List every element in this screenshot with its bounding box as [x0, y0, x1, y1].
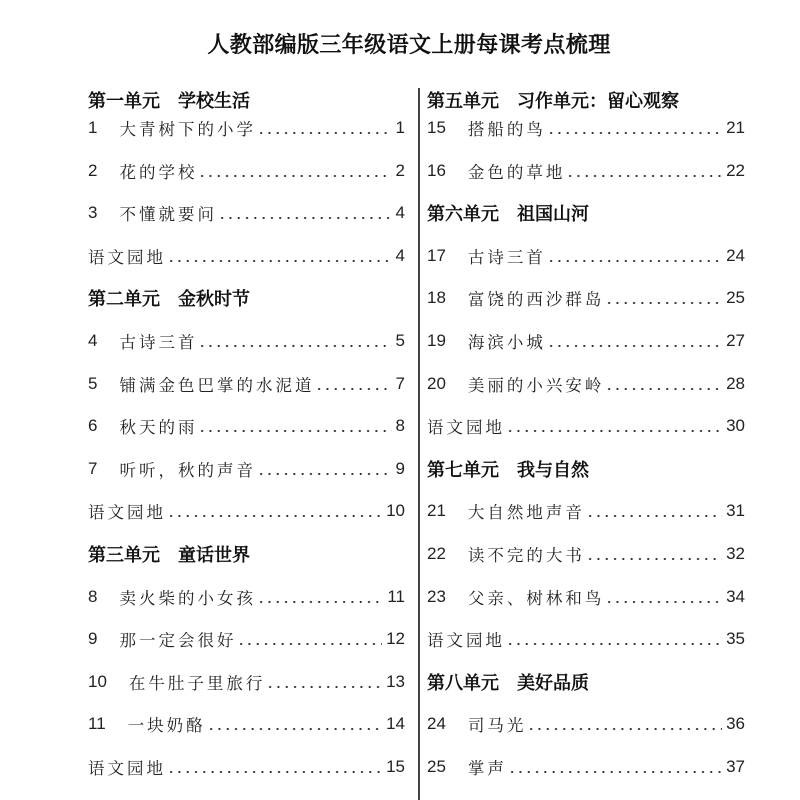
page-number: 13: [386, 671, 405, 691]
page-number: 27: [726, 330, 745, 350]
dot-leader: [237, 642, 382, 646]
dot-leader: [257, 131, 392, 135]
lesson-title: 秋天的雨: [119, 418, 198, 438]
toc-entry: [427, 149, 745, 192]
toc-entry: [88, 575, 405, 618]
toc-entry: [88, 703, 405, 746]
page-title: 人教部编版三年级语文上册每课考点梳理: [207, 32, 611, 58]
page-number: 32: [726, 543, 745, 563]
page-number: 9: [395, 458, 405, 478]
column-right: [427, 79, 745, 789]
toc-entry: [427, 277, 745, 320]
lesson-title: 那一定会很好: [119, 631, 237, 651]
page-number: 7: [395, 373, 405, 393]
page-number: 8: [395, 416, 405, 436]
unit-name: 金秋时节: [178, 289, 250, 311]
toc-entry-review: [88, 746, 405, 789]
page-number: 5: [395, 330, 405, 350]
toc-entry: [88, 192, 405, 235]
toc-entry: [88, 107, 405, 150]
lesson-number: 2: [88, 160, 98, 180]
lesson-title: 读不完的大书: [467, 545, 585, 565]
page-number: 12: [386, 629, 405, 649]
dot-leader: [207, 727, 382, 731]
dot-leader: [605, 387, 722, 391]
unit-number: 第五单元: [427, 90, 499, 112]
page-number: 30: [726, 416, 745, 436]
dot-leader: [315, 387, 391, 391]
unit-name: 美好品质: [517, 672, 589, 694]
dot-leader: [547, 131, 722, 135]
unit-number: 第七单元: [427, 459, 499, 481]
lesson-number: 15: [427, 117, 446, 137]
lesson-number: 6: [88, 416, 98, 436]
toc-entry: [88, 320, 405, 363]
lesson-title: 金色的草地: [467, 162, 566, 182]
toc-entry-review: [427, 405, 745, 448]
page-number: 22: [726, 160, 745, 180]
dot-leader: [506, 642, 722, 646]
toc-entry: [427, 234, 745, 277]
page-number: 24: [726, 245, 745, 265]
lesson-title: 古诗三首: [119, 332, 198, 352]
page-number: 37: [726, 756, 745, 776]
unit-number: 第一单元: [88, 90, 160, 112]
lesson-title: 在牛肚子里旅行: [128, 673, 266, 693]
dot-leader: [167, 514, 382, 518]
column-divider: [418, 88, 420, 800]
lesson-title: 花的学校: [119, 162, 198, 182]
lesson-number: 25: [427, 756, 446, 776]
dot-leader: [257, 600, 383, 604]
dot-leader: [218, 216, 392, 220]
dot-leader: [198, 344, 391, 348]
lesson-title: 古诗三首: [467, 247, 546, 267]
dot-leader: [167, 770, 382, 774]
lesson-number: 1: [88, 117, 98, 137]
unit-heading: [88, 533, 405, 576]
toc-entry: [88, 362, 405, 405]
toc-entry: [88, 405, 405, 448]
page-number: 15: [386, 756, 405, 776]
dot-leader: [547, 344, 722, 348]
lesson-number: 22: [427, 543, 446, 563]
lesson-number: 17: [427, 245, 446, 265]
lesson-number: 24: [427, 714, 446, 734]
lesson-title: 听听，秋的声音: [119, 460, 256, 480]
toc-entry: [427, 575, 745, 618]
lesson-title: 搭船的鸟: [467, 119, 546, 139]
lesson-title: 卖火柴的小女孩: [119, 588, 256, 608]
dot-leader: [586, 514, 722, 518]
toc-entry-review: [88, 490, 405, 533]
dot-leader: [605, 301, 722, 305]
page-number: 36: [726, 714, 745, 734]
dot-leader: [266, 685, 382, 689]
dot-leader: [527, 727, 722, 731]
lesson-title: 语文园地: [88, 247, 166, 267]
dot-leader: [198, 174, 391, 178]
page-number: 31: [726, 501, 745, 521]
toc-entry-review: [88, 234, 405, 277]
lesson-title: 司马光: [467, 716, 527, 736]
lesson-number: 7: [88, 458, 98, 478]
toc-entry: [88, 149, 405, 192]
unit-name: 童话世界: [178, 544, 250, 566]
unit-number: 第八单元: [427, 672, 499, 694]
unit-name: 祖国山河: [517, 204, 589, 226]
lesson-title: 语文园地: [88, 758, 166, 778]
lesson-title: 掌声: [467, 758, 507, 778]
unit-number: 第二单元: [88, 289, 160, 311]
lesson-number: 19: [427, 330, 446, 350]
lesson-title: 大自然地声音: [467, 503, 585, 523]
page-number: 34: [726, 586, 745, 606]
lesson-number: 9: [88, 629, 98, 649]
column-left: [88, 79, 405, 789]
lesson-number: 3: [88, 203, 98, 223]
toc-entry: [427, 703, 745, 746]
toc-entry: [88, 618, 405, 661]
lesson-title: 父亲、树林和鸟: [467, 588, 605, 608]
lesson-number: 11: [88, 714, 106, 734]
lesson-number: 16: [427, 160, 446, 180]
lesson-title: 美丽的小兴安岭: [467, 375, 605, 395]
dot-leader: [506, 429, 722, 433]
unit-name: 习作单元：留心观察: [517, 90, 679, 112]
dot-leader: [508, 770, 722, 774]
page-number: 25: [726, 288, 745, 308]
lesson-title: 语文园地: [427, 631, 505, 651]
dot-leader: [167, 259, 392, 263]
page-number: 14: [386, 714, 405, 734]
lesson-number: 20: [427, 373, 446, 393]
page-number: 10: [386, 501, 405, 521]
dot-leader: [198, 429, 391, 433]
unit-heading: [88, 277, 405, 320]
unit-name: 我与自然: [517, 459, 589, 481]
page-number: 2: [395, 160, 405, 180]
toc-entry: [88, 447, 405, 490]
lesson-title: 富饶的西沙群岛: [467, 290, 605, 310]
toc-entry: [427, 746, 745, 789]
dot-leader: [257, 472, 392, 476]
dot-leader: [586, 557, 722, 561]
page-number: 11: [387, 586, 405, 606]
unit-number: 第三单元: [88, 544, 160, 566]
toc-entry: [427, 320, 745, 363]
lesson-title: 不懂就要问: [119, 205, 217, 225]
toc-entry: [427, 107, 745, 150]
page-number: 1: [395, 117, 405, 137]
lesson-number: 5: [88, 373, 98, 393]
toc-entry: [427, 362, 745, 405]
lesson-title: 海滨小城: [467, 332, 546, 352]
toc-entry: [427, 490, 745, 533]
dot-leader: [566, 174, 722, 178]
unit-number: 第六单元: [427, 204, 499, 226]
unit-heading: [427, 660, 745, 703]
page-number: 4: [395, 203, 405, 223]
toc-entry: [88, 660, 405, 703]
dot-leader: [605, 600, 722, 604]
page-number: 35: [726, 629, 745, 649]
unit-name: 学校生活: [178, 90, 250, 112]
page-number: 21: [726, 117, 745, 137]
unit-heading: [427, 447, 745, 490]
lesson-number: 8: [88, 586, 98, 606]
toc-entry-review: [427, 618, 745, 661]
lesson-title: 语文园地: [88, 503, 166, 523]
lesson-number: 10: [88, 671, 107, 691]
unit-heading: [427, 192, 745, 235]
lesson-title: 铺满金色巴掌的水泥道: [119, 375, 315, 395]
lesson-title: 一块奶酪: [127, 716, 206, 736]
lesson-title: 语文园地: [427, 418, 505, 438]
dot-leader: [547, 259, 722, 263]
toc-entry: [427, 533, 745, 576]
lesson-number: 18: [427, 288, 446, 308]
lesson-number: 21: [427, 501, 446, 521]
lesson-number: 4: [88, 330, 98, 350]
lesson-number: 23: [427, 586, 446, 606]
page-number: 28: [726, 373, 745, 393]
lesson-title: 大青树下的小学: [119, 119, 256, 139]
page-number: 4: [395, 245, 405, 265]
